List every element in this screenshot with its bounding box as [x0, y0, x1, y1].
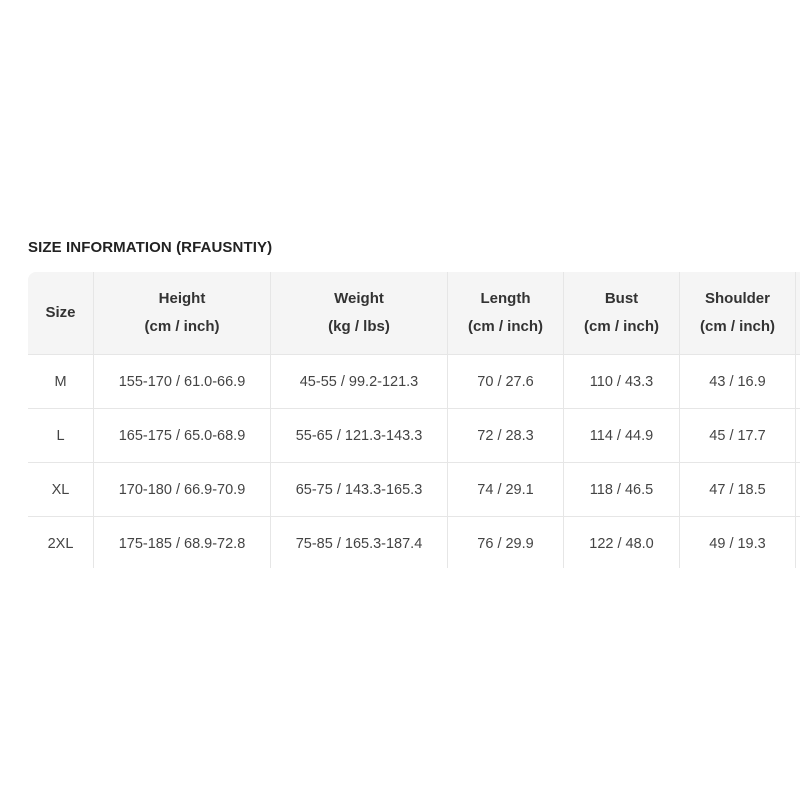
header-unit: (cm / inch)	[467, 318, 543, 335]
cell-size: XL	[28, 462, 94, 516]
header-label: Weight	[334, 290, 384, 307]
header-weight	[271, 272, 448, 354]
cell-size: L	[28, 408, 94, 462]
cell-length: 76 / 29.9	[448, 516, 564, 568]
header-shoulder	[680, 272, 796, 354]
cell-length: 74 / 29.1	[448, 462, 564, 516]
cell-height: 155-170 / 61.0-66.9	[94, 354, 271, 408]
cell-size: M	[28, 354, 94, 408]
size-table	[28, 272, 800, 568]
header-label: Bust	[604, 290, 639, 307]
header-label: Length	[480, 290, 531, 307]
size-table-container[interactable]	[28, 272, 800, 568]
page-title: SIZE INFORMATION (RFAUSNTIY)	[28, 239, 273, 256]
table-row	[28, 516, 800, 568]
header-label: Shoulder	[704, 290, 770, 307]
header-length	[448, 272, 564, 354]
table-row	[28, 462, 800, 516]
cell-shoulder: 47 / 18.5	[680, 462, 796, 516]
cell-bust: 110 / 43.3	[564, 354, 680, 408]
header-overflow-column	[796, 272, 800, 354]
table-row	[28, 408, 800, 462]
cell-bust: 122 / 48.0	[564, 516, 680, 568]
header-unit: (cm / inch)	[144, 318, 220, 335]
cell-overflow	[796, 354, 800, 408]
cell-overflow	[796, 408, 800, 462]
cell-overflow	[796, 516, 800, 568]
cell-bust: 114 / 44.9	[564, 408, 680, 462]
header-unit: (cm / inch)	[699, 318, 775, 335]
cell-height: 170-180 / 66.9-70.9	[94, 462, 271, 516]
cell-weight: 55-65 / 121.3-143.3	[271, 408, 448, 462]
cell-shoulder: 45 / 17.7	[680, 408, 796, 462]
table-row	[28, 354, 800, 408]
cell-weight: 75-85 / 165.3-187.4	[271, 516, 448, 568]
cell-weight: 65-75 / 143.3-165.3	[271, 462, 448, 516]
header-bust	[564, 272, 680, 354]
cell-height: 165-175 / 65.0-68.9	[94, 408, 271, 462]
cell-length: 72 / 28.3	[448, 408, 564, 462]
header-label: Height	[158, 290, 206, 307]
header-size	[28, 272, 94, 354]
header-unit: (kg / lbs)	[328, 318, 390, 335]
cell-size: 2XL	[28, 516, 94, 568]
cell-overflow	[796, 462, 800, 516]
header-unit: (cm / inch)	[583, 318, 659, 335]
cell-bust: 118 / 46.5	[564, 462, 680, 516]
header-height	[94, 272, 271, 354]
cell-weight: 45-55 / 99.2-121.3	[271, 354, 448, 408]
cell-shoulder: 43 / 16.9	[680, 354, 796, 408]
cell-length: 70 / 27.6	[448, 354, 564, 408]
table-header-row	[28, 272, 800, 354]
header-label: Size	[45, 304, 76, 321]
cell-height: 175-185 / 68.9-72.8	[94, 516, 271, 568]
cell-shoulder: 49 / 19.3	[680, 516, 796, 568]
